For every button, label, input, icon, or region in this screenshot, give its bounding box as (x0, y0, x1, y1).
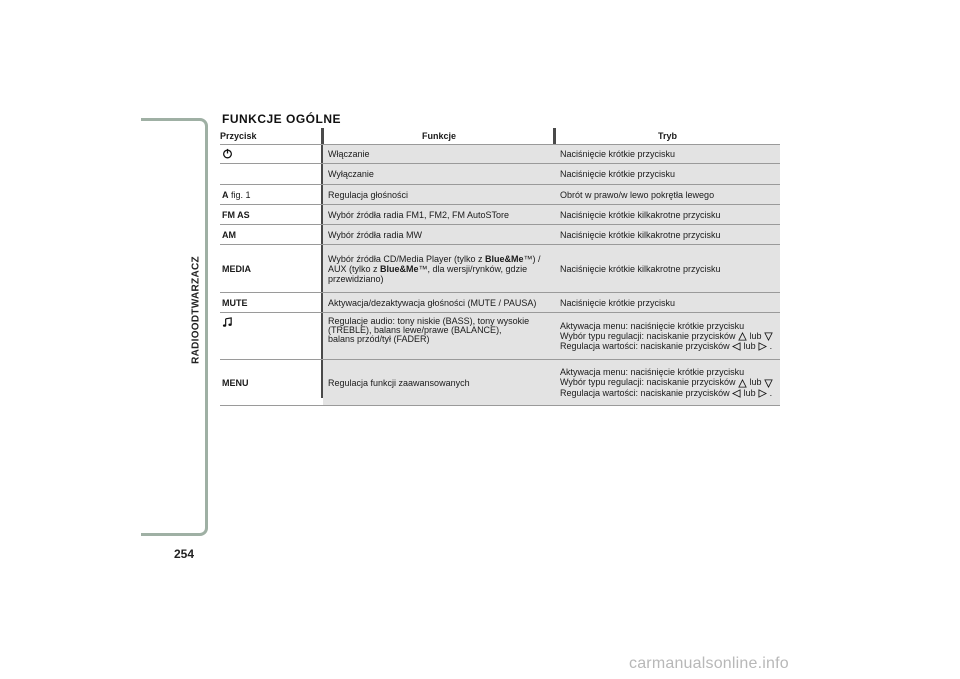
header-function: Funkcje (422, 131, 457, 141)
functions-table (220, 128, 780, 406)
mode-cell (555, 360, 780, 405)
function-line: Regulacje audio: tony niskie (BASS), tony wysokie (328, 316, 530, 326)
button-cell (220, 313, 323, 359)
mode-cell: Obrót w prawo/w lewo pokrętła lewego (555, 185, 780, 204)
right-triangle-icon (758, 389, 767, 398)
table-row (220, 205, 780, 225)
table-header (220, 128, 780, 144)
header-button: Przycisk (220, 131, 257, 141)
function-cell: Wybór źródła radia FM1, FM2, FM AutoSTore (323, 205, 555, 224)
up-triangle-icon (738, 332, 747, 341)
up-triangle-icon (738, 379, 747, 388)
table-row (220, 164, 780, 185)
left-triangle-icon (732, 389, 741, 398)
function-line: (TREBLE), balans lewe/prawe (BALANCE), (328, 325, 502, 335)
function-cell: Aktywacja/dezaktywacja głośności (MUTE / PAUSA) (323, 293, 555, 312)
mode-cell: Naciśnięcie krótkie przycisku (555, 164, 780, 184)
function-line: przewidziano) (328, 273, 384, 284)
function-line: AUX (tylko z Blue&Me™, dla wersji/rynków, gdzie (328, 263, 528, 274)
mode-line: Wybór typu regulacji: naciskanie przycisków lub (560, 377, 773, 387)
mode-line: Wybór typu regulacji: naciskanie przycisków lub (560, 331, 773, 341)
header-mode: Tryb (658, 131, 678, 141)
mode-line: Regulacja wartości: naciskanie przycisków lub . (560, 341, 773, 351)
table-row (220, 360, 780, 406)
function-cell: Wybór źródła radia MW (323, 225, 555, 244)
mode-cell: Naciśnięcie krótkie kilkakrotne przycisku (555, 205, 780, 224)
button-cell: FM AS (222, 209, 250, 220)
function-line: Wybór źródła CD/Media Player (tylko z Blue&Me™) / (328, 253, 541, 264)
table-row (220, 144, 780, 164)
down-triangle-icon (764, 332, 773, 341)
function-cell (323, 313, 555, 359)
button-cell: MUTE (222, 297, 248, 308)
mode-line: Aktywacja menu: naciśnięcie krótkie przycisku (560, 367, 745, 378)
button-cell (220, 185, 323, 204)
button-cell: MENU (222, 377, 249, 388)
mode-cell: Naciśnięcie krótkie przycisku (555, 293, 780, 312)
function-cell: Włączanie (323, 145, 555, 163)
button-cell: MEDIA (222, 263, 251, 274)
function-cell: Regulacja głośności (323, 185, 555, 204)
button-suffix: fig. 1 (231, 189, 251, 200)
function-cell: Regulacja funkcji zaawansowanych (323, 360, 555, 405)
function-line: balans przód/tył (FADER) (328, 334, 430, 344)
mode-cell: Naciśnięcie krótkie przycisku (555, 145, 780, 163)
music-note-icon (222, 317, 233, 328)
table-row (220, 245, 780, 293)
sidebar-chapter-label: RADIOODTWARZACZ (190, 256, 202, 364)
mode-cell (555, 313, 780, 359)
down-triangle-icon (764, 379, 773, 388)
button-label: A (222, 189, 229, 200)
table-row (220, 185, 780, 205)
mode-line: Aktywacja menu: naciśnięcie krótkie przycisku (560, 320, 745, 331)
left-triangle-icon (732, 342, 741, 351)
power-icon (222, 148, 233, 159)
function-cell: Wyłączanie (323, 164, 555, 184)
mode-cell: Naciśnięcie krótkie kilkakrotne przycisku (555, 245, 780, 292)
right-triangle-icon (758, 342, 767, 351)
mode-line: Regulacja wartości: naciskanie przycisków lub . (560, 387, 773, 398)
page-number: 254 (174, 547, 195, 561)
section-title: FUNKCJE OGÓLNE (222, 112, 342, 126)
function-cell (323, 245, 555, 292)
button-cell: AM (222, 229, 236, 240)
table-row (220, 225, 780, 245)
table-row (220, 293, 780, 313)
table-row (220, 313, 780, 360)
watermark-text: carmanualsonline.info (629, 655, 789, 672)
mode-cell: Naciśnięcie krótkie kilkakrotne przycisku (555, 225, 780, 244)
